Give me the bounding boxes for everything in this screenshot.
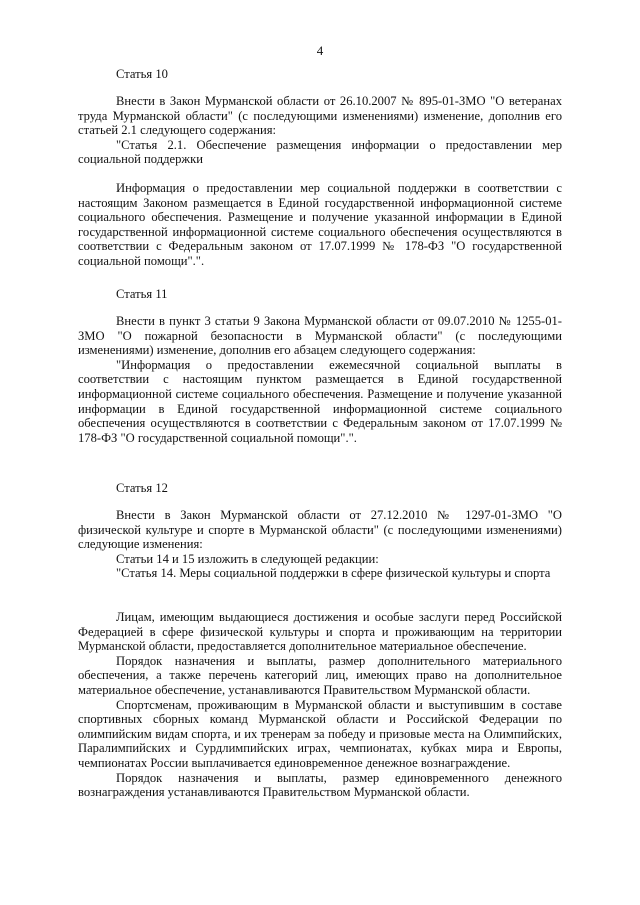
article-10-body: Информация о предоставлении мер социальной поддержки в соответствии с настоящим Законом размещается в Единой государственной информационной системе социального обеспечения. Размещение и получение указанной информации в Единой государственной информационной системе социального обеспечения осуществляются в соответствии с Федеральным законом от 17.07.1999 № 178-ФЗ "О государственной социальной помощи".". xyxy=(78,181,562,268)
article-12-paragraph-3: Спортсменам, проживающим в Мурманской области и выступившим в составе спортивных сборных команд Мурманской области и Российской Федерации по олимпийским видам спорта, и их тренерам за победу и призовые места на Олимпийских, Паралимпийских и Сурдлимпийских играх, чемпионатах, кубках мира и Европы, чемпионатах России выплачивается единовременное денежное вознаграждение. xyxy=(78,697,562,770)
article-10-intro: Внести в Закон Мурманской области от 26.10.2007 № 895-01-ЗМО "О ветеранах труда Мурманской области" (с последующими изменениями) изменение, дополнив его статьей 2.1 следующего содержания: xyxy=(78,94,562,138)
article-11-block xyxy=(78,314,562,445)
article-12-paragraph-1: Лицам, имеющим выдающиеся достижения и особые заслуги перед Российской Федерацией в сфере физической культуры и спорта и проживающим на территории Мурманской области, предоставляется дополнительное материальное обеспечение. xyxy=(78,610,562,654)
article-10-intro-block xyxy=(78,94,562,167)
article-12-paragraph-4: Порядок назначения и выплаты, размер единовременного денежного вознаграждения устанавливаются Правительством Мурманской области. xyxy=(78,770,562,800)
article-10-quote-title: "Статья 2.1. Обеспечение размещения информации о предоставлении мер социальной поддержки xyxy=(78,137,562,167)
article-12-quote-title: "Статья 14. Меры социальной поддержки в сфере физической культуры и спорта xyxy=(116,566,551,581)
article-12-paragraph-2: Порядок назначения и выплаты, размер дополнительного материального обеспечения, а также перечень категорий лиц, имеющих право на дополнительное материальное обеспечение, устанавливаются Правительством Мурманской области. xyxy=(78,653,562,697)
article-11-quote: "Информация о предоставлении ежемесячной социальной выплаты в соответствии с настоящим пунктом размещается в Единой государственной информационной системе социального обеспечения. Размещение и получение указанной информации в Единой государственной информационной системе социального обеспечения осуществляются в соответствии с Федеральным законом от 17.07.1999 № 178-ФЗ "О государственной социальной помощи".". xyxy=(78,357,562,445)
page-number: 4 xyxy=(316,43,324,58)
article-10-body-block xyxy=(78,181,562,269)
article-12-item-1: Статьи 14 и 15 изложить в следующей редакции: xyxy=(116,551,379,566)
article-11-heading: Статья 11 xyxy=(116,287,168,301)
article-12-heading: Статья 12 xyxy=(116,481,168,495)
article-10-heading: Статья 10 xyxy=(116,67,168,81)
article-11-intro: Внести в пункт 3 статьи 9 Закона Мурманской области от 09.07.2010 № 1255-01-ЗМО "О пожарной безопасности в Мурманской области" (с последующими изменениями) изменение, дополнив его абзацем следующего содержания: xyxy=(78,314,562,358)
article-12-intro-block xyxy=(78,508,562,581)
article-12-body-block xyxy=(78,610,562,800)
article-12-intro: Внести в Закон Мурманской области от 27.12.2010 № 1297-01-ЗМО "О физической культуре и спорте в Мурманской области" (с последующими изменениями) следующие изменения: xyxy=(78,508,562,552)
